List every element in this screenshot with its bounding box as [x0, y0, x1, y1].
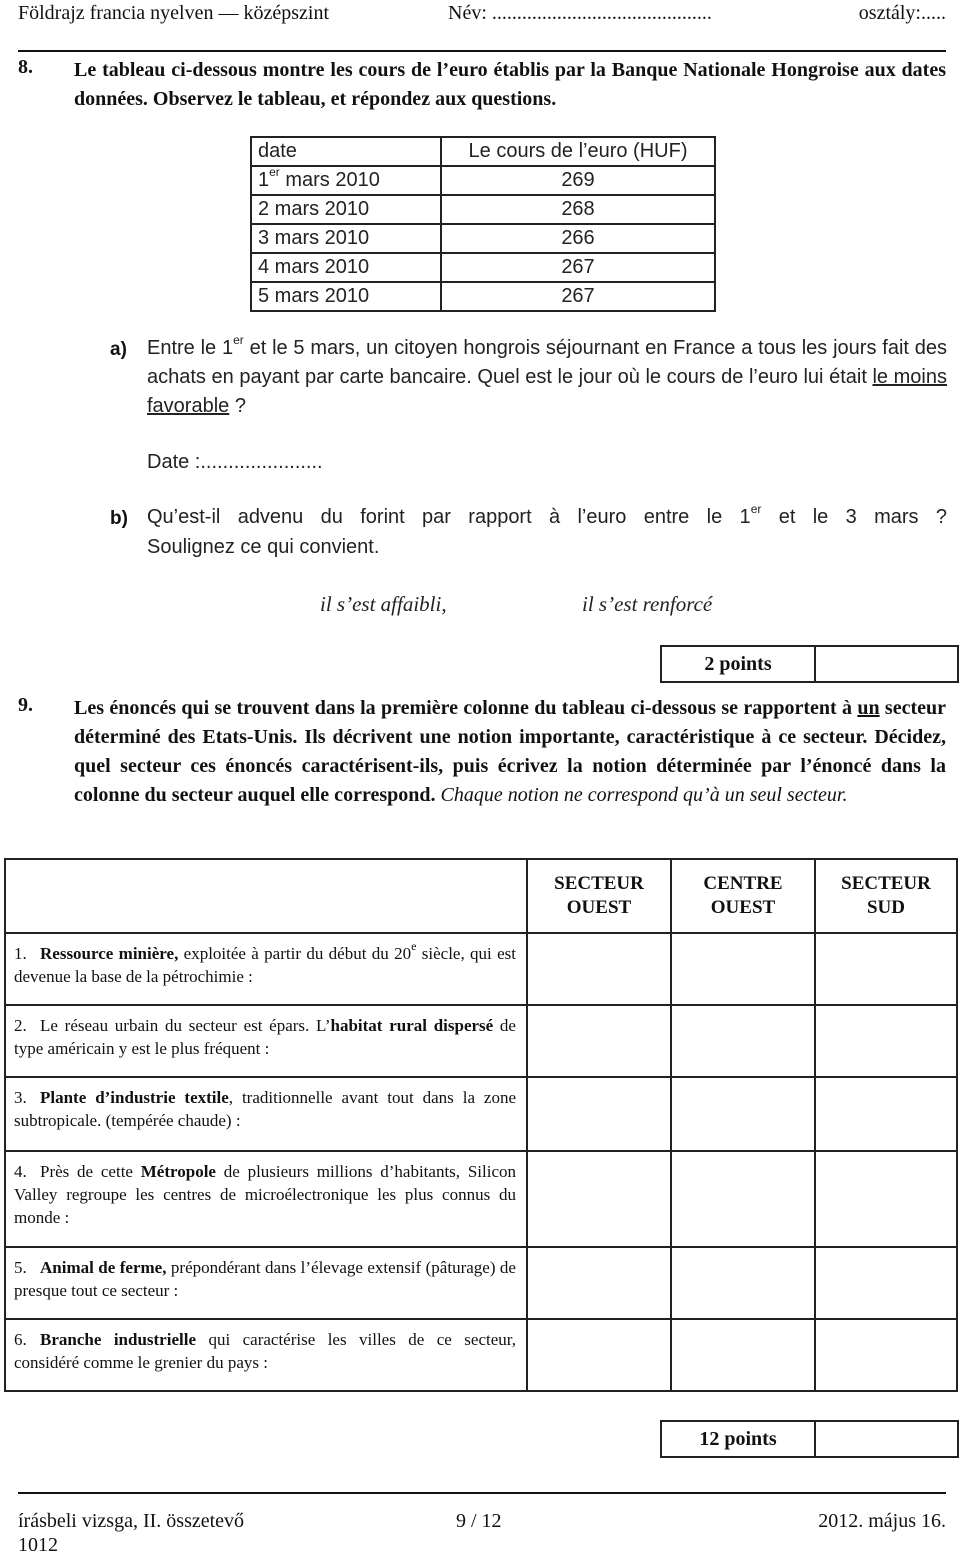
table-row [251, 195, 715, 224]
table-row [251, 282, 715, 311]
table-row [5, 1247, 957, 1319]
table-row [251, 253, 715, 282]
answer-cell-centre-ouest[interactable] [671, 1005, 815, 1077]
sector-table [4, 858, 958, 1392]
part-a-question: Entre le 1er et le 5 mars, un citoyen hongrois séjournant en France a tous les jours fait des achats en payant par carte bancaire. Quel est le jour où le cours de l’euro lui était le moins favorable ? [147, 333, 947, 417]
question-8-title: Le tableau ci-dessous montre les cours de l’euro établis par la Banque Nationale Hongroise aux dates données. Observez le tableau, et répondez aux questions. [74, 59, 946, 110]
rate-cell: 267 [441, 282, 715, 311]
date-cell: 2 mars 2010 [251, 195, 441, 224]
answer-cell-secteur-sud[interactable] [815, 1077, 957, 1151]
rate-cell: 267 [441, 253, 715, 282]
q8-points-box [660, 645, 959, 683]
question-9-number: 9. [18, 694, 33, 716]
table-row [5, 1151, 957, 1247]
header-secteur-ouest: SECTEUR OUEST [527, 859, 671, 933]
part-b-question: Qu’est-il advenu du forint par rapport à l’euro entre le 1er et le 3 mars ? [147, 502, 948, 528]
table-row [251, 166, 715, 195]
table-row [5, 1005, 957, 1077]
header-class-field: osztály:..... [858, 2, 946, 24]
header-name-field: Név: ............................................ [448, 2, 712, 24]
footer-code: 1012 [18, 1534, 58, 1556]
date-cell: 4 mars 2010 [251, 253, 441, 282]
euro-rate-table [250, 136, 716, 312]
footer-exam-label: írásbeli vizsga, II. összetevő [18, 1510, 245, 1532]
q9-points-label: 12 points [662, 1422, 816, 1456]
question-9-title: Les énoncés qui se trouvent dans la première colonne du tableau ci-dessous se rapportent à un secteur déterminé des Etats-Unis. Ils décrivent une notion importante, caractéristique à ce secteur. Décidez, quel secteur ces énoncés caractérisent-ils, puis écrivez la notion déterminée par l’énoncé dans la colonne du secteur auquel elle correspond. Chaque notion ne correspond qu’à un seul secteur. [74, 697, 946, 806]
answer-cell-secteur-ouest[interactable] [527, 1005, 671, 1077]
header-secteur-sud: SECTEUR SUD [815, 859, 957, 933]
statement-cell: 6. Branche industrielle qui caractérise les villes de ce secteur, considéré comme le grenier du pays : [5, 1319, 527, 1391]
part-b-instruction: Soulignez ce qui convient. [147, 536, 380, 558]
statement-cell: 5. Animal de ferme, prépondérant dans l’élevage extensif (pâturage) de presque tout ce secteur : [5, 1247, 527, 1319]
answer-cell-secteur-ouest[interactable] [527, 1247, 671, 1319]
q8-points-label: 2 points [662, 647, 816, 681]
footer-rule [18, 1492, 946, 1494]
statement-cell: 4. Près de cette Métropole de plusieurs millions d’habitants, Silicon Valley regroupe les centres de microélectronique les plus connus du monde : [5, 1151, 527, 1247]
answer-cell-secteur-ouest[interactable] [527, 1151, 671, 1247]
answer-cell-centre-ouest[interactable] [671, 1247, 815, 1319]
part-b-label: b) [110, 508, 128, 529]
option-strengthened[interactable]: il s’est renforcé [582, 592, 713, 616]
answer-cell-secteur-sud[interactable] [815, 1319, 957, 1391]
answer-cell-secteur-sud[interactable] [815, 1151, 957, 1247]
date-cell: 3 mars 2010 [251, 224, 441, 253]
statement-cell: 1. Ressource minière, exploitée à partir du début du 20e siècle, qui est devenue la base de la pétrochimie : [5, 933, 527, 1005]
blank-header-cell [5, 859, 527, 933]
header-subject: Földrajz francia nyelven — középszint [18, 2, 329, 24]
header-rule [18, 50, 946, 52]
header-centre-ouest: CENTRE OUEST [671, 859, 815, 933]
header-cell-rate: Le cours de l’euro (HUF) [441, 137, 715, 166]
answer-cell-secteur-ouest[interactable] [527, 1319, 671, 1391]
answer-cell-secteur-ouest[interactable] [527, 1077, 671, 1151]
sector-header-row [5, 859, 957, 933]
answer-cell-secteur-sud[interactable] [815, 933, 957, 1005]
statement-cell: 3. Plante d’industrie textile, traditionnelle avant tout dans la zone subtropicale. (tempérée chaude) : [5, 1077, 527, 1151]
question-8-number: 8. [18, 56, 33, 78]
table-row [5, 1319, 957, 1391]
footer-date: 2012. május 16. [818, 1510, 946, 1532]
answer-cell-secteur-sud[interactable] [815, 1247, 957, 1319]
answer-cell-secteur-ouest[interactable] [527, 933, 671, 1005]
answer-cell-centre-ouest[interactable] [671, 933, 815, 1005]
part-a-answer-field[interactable]: Date :...................... [147, 451, 323, 473]
rate-cell: 266 [441, 224, 715, 253]
footer-page-number: 9 / 12 [456, 1510, 502, 1532]
q9-points-box [660, 1420, 959, 1458]
option-weakened[interactable]: il s’est affaibli, [320, 592, 447, 616]
answer-cell-secteur-sud[interactable] [815, 1005, 957, 1077]
statement-cell: 2. Le réseau urbain du secteur est épars. L’habitat rural dispersé de type américain y est le plus fréquent : [5, 1005, 527, 1077]
page-header [18, 0, 946, 28]
date-cell: 1er mars 2010 [251, 166, 441, 195]
rate-cell: 269 [441, 166, 715, 195]
date-cell: 5 mars 2010 [251, 282, 441, 311]
table-row [5, 1077, 957, 1151]
header-cell-date: date [251, 137, 441, 166]
table-row [5, 933, 957, 1005]
table-row [251, 224, 715, 253]
answer-cell-centre-ouest[interactable] [671, 1077, 815, 1151]
table-header-row [251, 137, 715, 166]
underlined-phrase: le moins favorable [147, 366, 947, 417]
answer-cell-centre-ouest[interactable] [671, 1319, 815, 1391]
rate-cell: 268 [441, 195, 715, 224]
part-a-label: a) [110, 339, 127, 360]
answer-cell-centre-ouest[interactable] [671, 1151, 815, 1247]
